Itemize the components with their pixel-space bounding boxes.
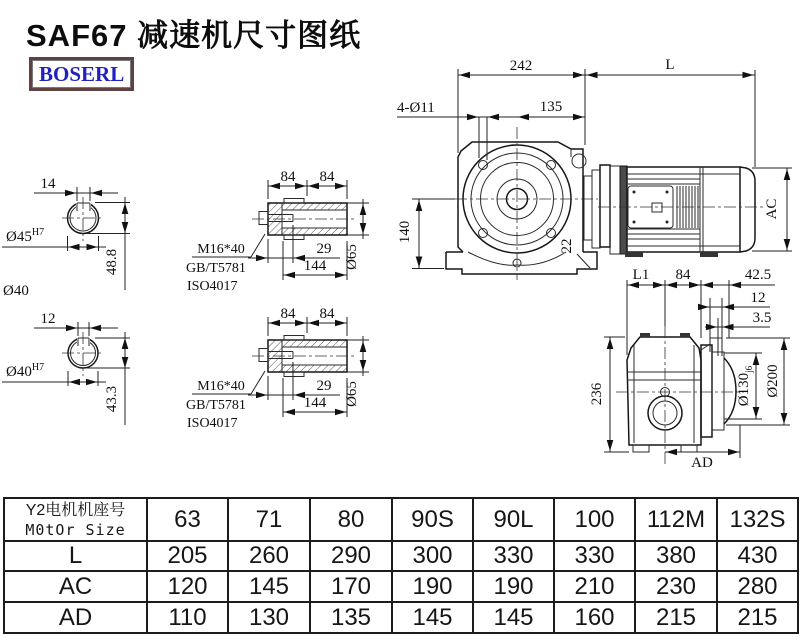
cell: 190 <box>392 571 473 602</box>
dim-d200: Ø200 <box>765 364 781 398</box>
col-100: 100 <box>554 498 635 541</box>
row-label-AD: AD <box>4 602 147 633</box>
dim-84a: 84 <box>280 306 296 322</box>
dim-144: 144 <box>303 395 327 411</box>
cell: 280 <box>717 571 798 602</box>
view-front-gearbox-motor <box>397 57 792 280</box>
table-row-L <box>4 541 798 571</box>
cell: 205 <box>147 541 228 571</box>
cell: 145 <box>392 602 473 633</box>
motor-body <box>598 166 766 257</box>
view-hollow-shaft-bottom <box>186 306 369 431</box>
header-motor-size-en: M0tOr Size <box>25 520 126 539</box>
dim-AC: AC <box>764 198 780 220</box>
header-motor-size <box>4 498 147 541</box>
col-90L: 90L <box>473 498 554 541</box>
table-row-AD <box>4 602 798 633</box>
view-side-flange <box>589 267 790 471</box>
cell: 210 <box>554 571 635 602</box>
bore-diameter-label: Ø40 <box>3 283 29 299</box>
cell: 215 <box>635 602 717 633</box>
bolt-spec: M16*40 <box>197 379 245 394</box>
dim-29: 29 <box>316 378 332 394</box>
dim-144: 144 <box>303 258 327 274</box>
cell: 300 <box>392 541 473 571</box>
cell: 260 <box>228 541 310 571</box>
dim-22: 22 <box>559 238 575 254</box>
dim-42_5: 42.5 <box>744 267 772 283</box>
col-90S: 90S <box>392 498 473 541</box>
dim-242: 242 <box>509 58 533 74</box>
dim-L: L <box>665 57 675 73</box>
motor-bell-housing <box>584 165 610 248</box>
view-output-bore-bottom <box>2 311 130 425</box>
table-header-row <box>4 498 798 541</box>
dim-keyway-width: 12 <box>40 311 56 327</box>
cell: 330 <box>473 541 554 571</box>
dim-4xd11: 4-Ø11 <box>397 100 435 116</box>
view-hollow-shaft-top <box>186 169 369 294</box>
dim-d65: Ø65 <box>344 381 360 407</box>
cell: 190 <box>473 571 554 602</box>
dim-d130: $Ø130_{j6}$ <box>736 365 754 407</box>
dim-L1: L1 <box>632 267 650 283</box>
dim-140: 140 <box>397 220 413 244</box>
dim-84b: 84 <box>319 306 335 322</box>
dimension-lines <box>604 280 790 458</box>
dim-135: 135 <box>539 99 563 115</box>
cell: 130 <box>228 602 310 633</box>
dim-d65: Ø65 <box>344 244 360 270</box>
dim-84b: 84 <box>319 169 335 185</box>
dim-bore-label: $Ø40^{H7}$ <box>6 362 45 380</box>
dim-29: 29 <box>316 241 332 257</box>
dim-12: 12 <box>750 290 766 306</box>
motor-size-table <box>3 497 799 634</box>
dim-84: 84 <box>675 267 691 283</box>
row-label-L: L <box>4 541 147 571</box>
std-gb: GB/T5781 <box>186 261 246 276</box>
dimension-lines <box>397 69 792 269</box>
dim-84a: 84 <box>280 169 296 185</box>
cell: 170 <box>310 571 392 602</box>
page-title: SAF67 减速机尺寸图纸 <box>26 18 362 53</box>
std-gb: GB/T5781 <box>186 398 246 413</box>
brand-logo-text: BOSERL <box>32 60 131 88</box>
col-71: 71 <box>228 498 310 541</box>
dim-keyway-height: 48.8 <box>104 248 120 276</box>
cell: 160 <box>554 602 635 633</box>
cell: 135 <box>310 602 392 633</box>
cell: 380 <box>635 541 717 571</box>
row-label-AC: AC <box>4 571 147 602</box>
col-132S: 132S <box>717 498 798 541</box>
cell: 110 <box>147 602 228 633</box>
cell: 145 <box>228 571 310 602</box>
dim-236: 236 <box>589 382 605 406</box>
cell: 145 <box>473 602 554 633</box>
table-row-AC <box>4 571 798 602</box>
bolt-spec: M16*40 <box>197 242 245 257</box>
std-iso: ISO4017 <box>187 416 238 431</box>
cell: 330 <box>554 541 635 571</box>
col-80: 80 <box>310 498 392 541</box>
cell: 430 <box>717 541 798 571</box>
dim-3_5: 3.5 <box>752 310 772 326</box>
header-motor-size-cn: Y2电机机座号 <box>25 501 126 519</box>
col-63: 63 <box>147 498 228 541</box>
cell: 215 <box>717 602 798 633</box>
col-112M: 112M <box>635 498 717 541</box>
cell: 120 <box>147 571 228 602</box>
std-iso: ISO4017 <box>187 279 238 294</box>
dim-keyway-width: 14 <box>40 176 56 192</box>
dim-bore-label: $Ø45^{H7}$ <box>6 227 45 245</box>
dim-AD: AD <box>691 455 713 471</box>
cell: 290 <box>310 541 392 571</box>
cell: 230 <box>635 571 717 602</box>
view-output-bore-top <box>2 176 130 290</box>
dim-keyway-height: 43.3 <box>104 385 120 413</box>
